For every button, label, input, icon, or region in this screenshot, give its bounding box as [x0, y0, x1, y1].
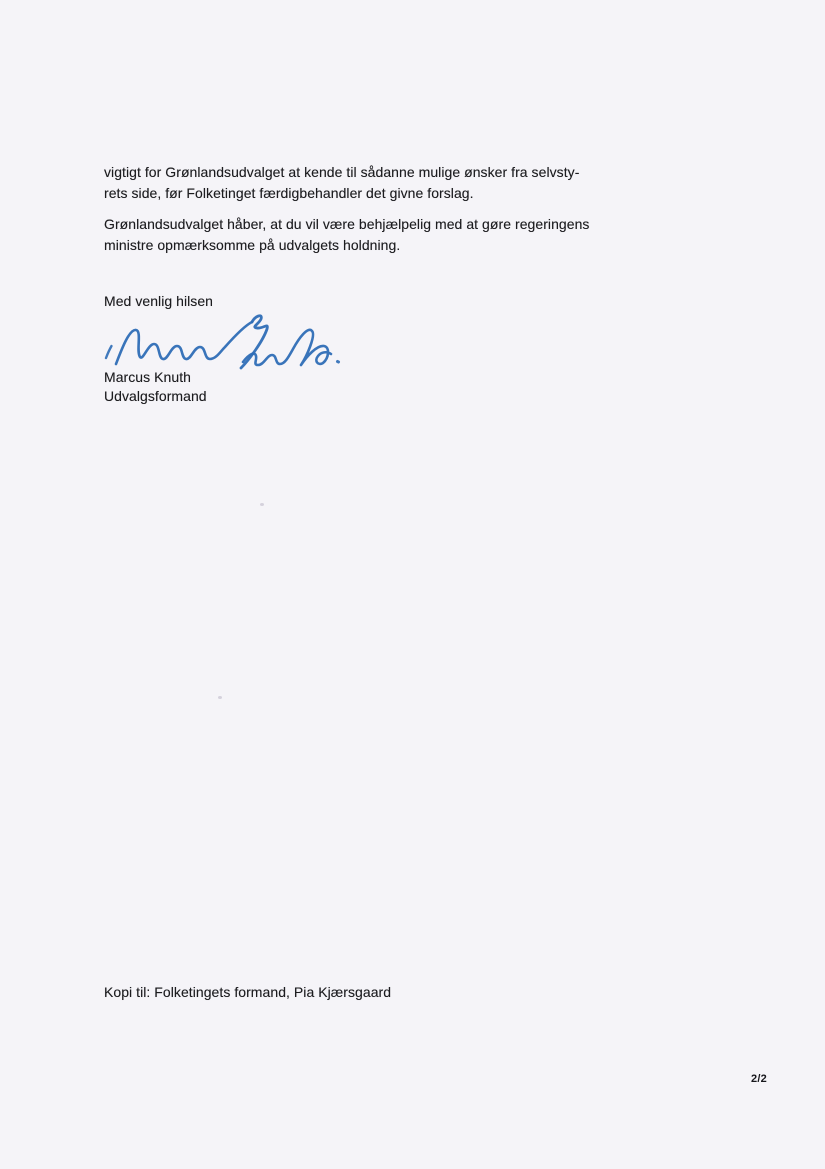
- handwritten-signature: [98, 312, 350, 374]
- body-paragraph2-line2: ministre opmærksomme på udvalgets holdning.: [104, 237, 401, 253]
- copy-recipients-line: Kopi til: Folketingets formand, Pia Kjærsgaard: [104, 984, 392, 1000]
- scan-artifact-speck: [260, 503, 264, 506]
- body-paragraph1-line1: vigtigt for Grønlandsudvalget at kende til sådanne mulige ønsker fra selvsty-: [104, 164, 580, 180]
- scan-artifact-speck: [218, 696, 222, 699]
- page-number: 2/2: [751, 1073, 767, 1085]
- closing-salutation: Med venlig hilsen: [104, 293, 214, 309]
- signer-title: Udvalgsformand: [104, 388, 207, 404]
- body-paragraph1-line2: rets side, før Folketinget færdigbehandler det givne forslag.: [104, 185, 474, 201]
- signer-name: Marcus Knuth: [104, 369, 191, 385]
- body-paragraph2-line1: Grønlandsudvalget håber, at du vil være behjælpelig med at gøre regeringens: [104, 216, 590, 232]
